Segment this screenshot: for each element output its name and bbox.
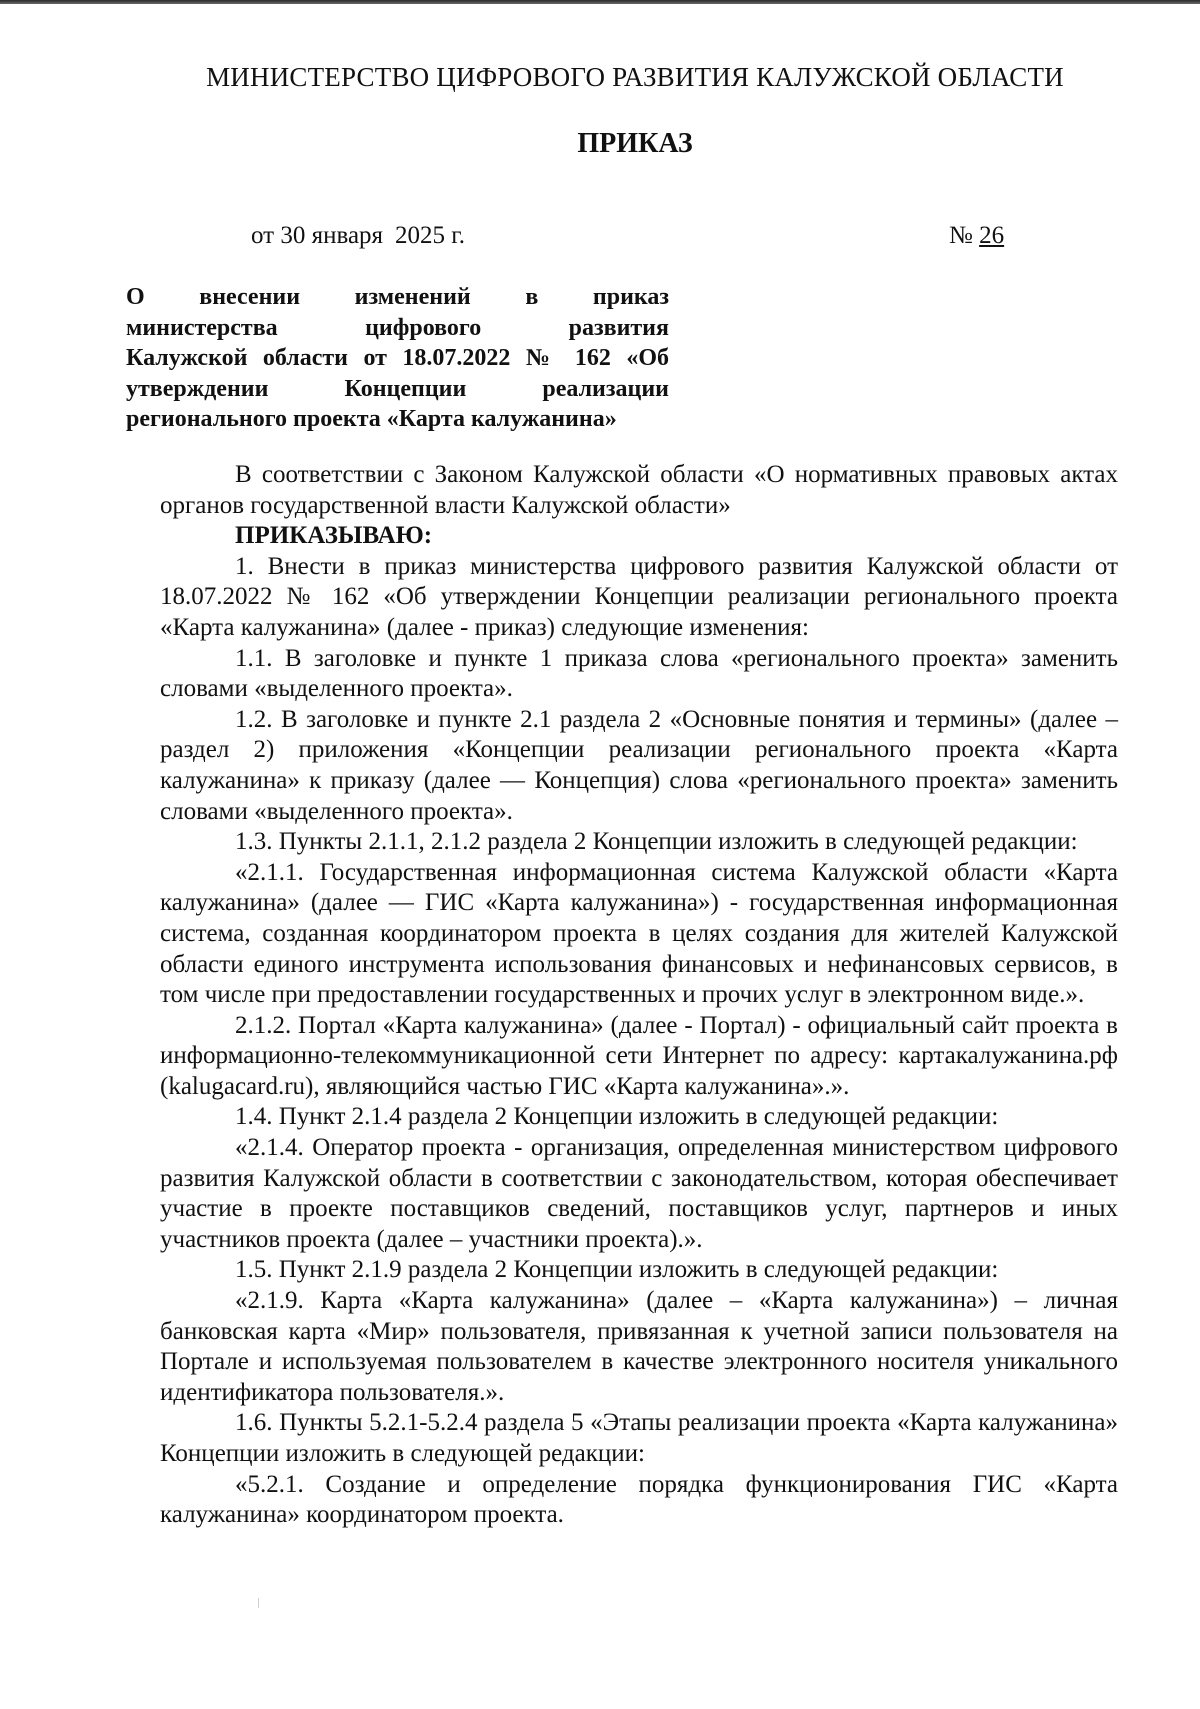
body-paragraph: 1.6. Пункты 5.2.1-5.2.4 раздела 5 «Этапы реализации проекта «Карта калужанина» Концепции изложить в следующей редакции: <box>160 1409 1118 1467</box>
subject-line: Калужской области от 18.07.2022 № 162 «Об <box>126 345 669 371</box>
subject-line: О внесении изменений в приказ <box>126 284 669 310</box>
ministry-name: МИНИСТЕРСТВО ЦИФРОВОГО РАЗВИТИЯ КАЛУЖСКОЙ ОБЛАСТИ <box>206 62 1064 92</box>
body-paragraph: 1.5. Пункт 2.1.9 раздела 2 Концепции изложить в следующей редакции: <box>235 1256 999 1284</box>
subject-line: регионального проекта «Карта калужанина» <box>126 406 617 432</box>
preamble-paragraph: В соответствии с Законом Калужской области «О нормативных правовых актах органов государственной власти Калужской области» <box>160 461 1118 519</box>
body-paragraph: 1.3. Пункты 2.1.1, 2.1.2 раздела 2 Концепции изложить в следующей редакции: <box>235 828 1078 856</box>
scan-mark <box>258 1598 259 1608</box>
body-paragraph: «5.2.1. Создание и определение порядка функционирования ГИС «Карта калужанина» координатором проекта. <box>160 1470 1118 1529</box>
body-paragraph: 1.2. В заголовке и пункте 2.1 раздела 2 «Основные понятия и термины» (далее – раздел 2) приложения «Концепции реализации регионального проекта «Карта калужанина» к приказу (далее — Концепция) слова «регионального проекта» заменить словами «выделенного проекта». <box>160 705 1118 825</box>
order-number <box>949 222 1004 250</box>
body-paragraph: 1.1. В заголовке и пункте 1 приказа слова «регионального проекта» заменить словами «выделенного проекта». <box>160 644 1118 703</box>
body-paragraph: «2.1.4. Оператор проекта - организация, определенная министерством цифрового развития Калужской области в соответствии с законодательством, которая обеспечивает участие в проекте поставщиков сведений, поставщиков услуг, партнеров и иных участников проекта (далее – участники проекта).». <box>160 1134 1118 1253</box>
order-number-value: 26 <box>979 222 1005 249</box>
order-subject <box>126 282 669 435</box>
body-paragraph: «2.1.1. Государственная информационная система Калужской области «Карта калужанина» (далее — ГИС «Карта калужанина») - государственная информационная система, созданная координатором проекта в целях создания для жителей Калужской области единого инструмента использования финансовых и нефинансовых сервисов, в том числе при предоставлении государственных и прочих услуг в электронном виде.». <box>160 858 1118 1009</box>
document-type: ПРИКАЗ <box>577 128 693 159</box>
body-paragraph: 1.4. Пункт 2.1.4 раздела 2 Концепции изложить в следующей редакции: <box>235 1103 999 1131</box>
body-paragraph: 2.1.2. Портал «Карта калужанина» (далее - Портал) - официальный сайт проекта в информационно-телекоммуникационной сети Интернет по адресу: картакалужанина.рф (kalugacard.ru), являющийся частью ГИС «Карта калужанина».». <box>160 1011 1118 1100</box>
order-number-prefix: № <box>949 222 973 249</box>
body-paragraph: «2.1.9. Карта «Карта калужанина» (далее – «Карта калужанина») – личная банковская карта «Мир» пользователя, привязанная к учетной записи пользователя на Портале и используемая пользователем в качестве электронного носителя уникального идентификатора пользователя.». <box>160 1287 1118 1406</box>
scan-top-edge <box>0 0 1200 4</box>
order-word: ПРИКАЗЫВАЮ: <box>235 522 433 550</box>
order-date-day: от 30 января <box>251 222 384 249</box>
order-date-year: 2025 г. <box>395 222 465 249</box>
body-paragraph: 1. Внести в приказ министерства цифрового развития Калужской области от 18.07.2022 № 162 «Об утверждении Концепции реализации регионального проекта «Карта калужанина» (далее - приказ) следующие изменения: <box>160 552 1118 641</box>
subject-line: утверждении Концепции реализации <box>126 375 669 402</box>
order-date <box>251 222 465 250</box>
subject-line: министерства цифрового развития <box>126 314 669 341</box>
order-body <box>160 460 1118 1531</box>
